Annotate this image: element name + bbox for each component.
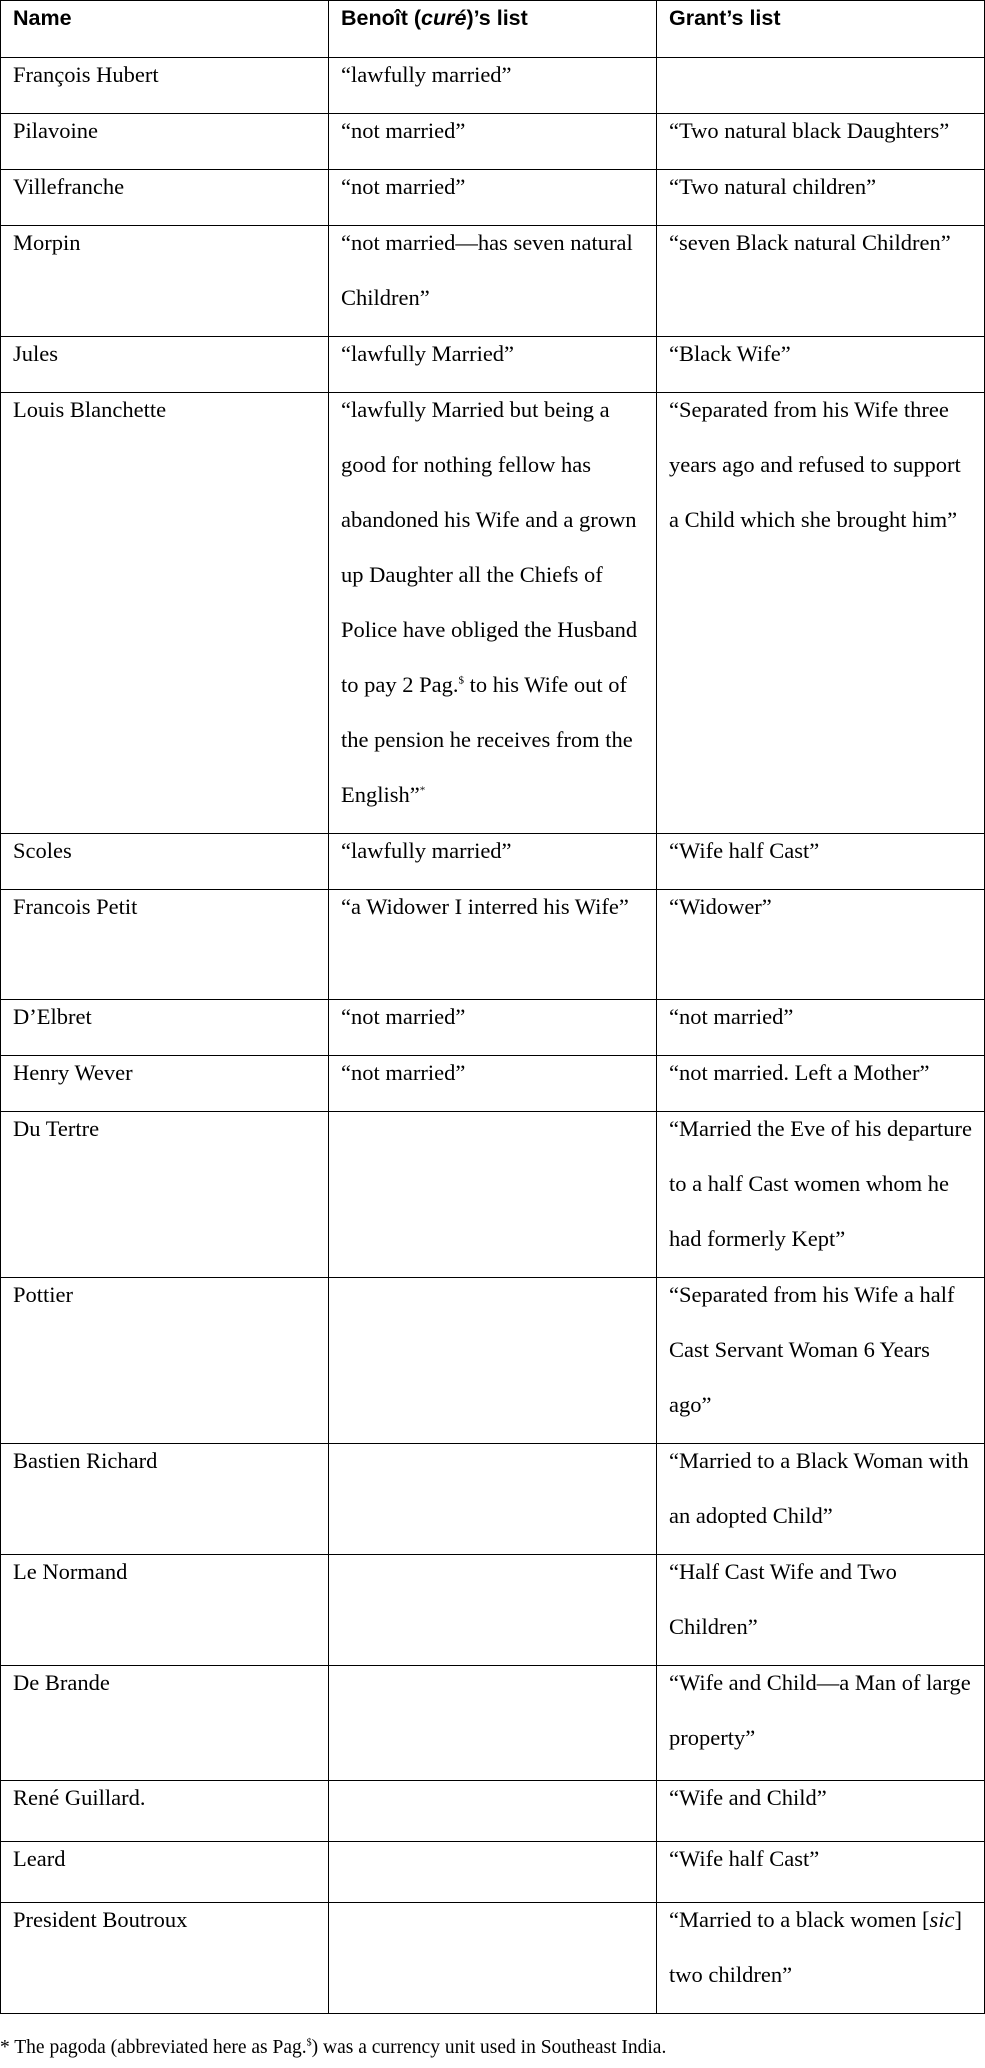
- cell-benoit: “not married”: [329, 1056, 657, 1112]
- cell-benoit: [329, 1444, 657, 1555]
- cell-benoit: “lawfully married”: [329, 834, 657, 890]
- footnote-marker-asterisk: *: [419, 784, 426, 797]
- cell-name: Pottier: [1, 1278, 329, 1444]
- footnote-currency-sup: $: [306, 2037, 312, 2049]
- cell-benoit: “not married—has seven natural Children”: [329, 226, 657, 337]
- cell-benoit: [329, 1781, 657, 1842]
- cell-name: Jules: [1, 337, 329, 393]
- cell-grant: “Wife half Cast”: [657, 1842, 985, 1903]
- cell-benoit: “a Widower I interred his Wife”: [329, 890, 657, 1000]
- cell-name: François Hubert: [1, 58, 329, 114]
- table-row: [1, 890, 985, 1000]
- cell-benoit: “not married”: [329, 1000, 657, 1056]
- cell-grant: “not married. Left a Mother”: [657, 1056, 985, 1112]
- cell-grant: “Separated from his Wife three years ago and refused to support a Child which she brought him”: [657, 393, 985, 834]
- cell-grant: “Two natural black Daughters”: [657, 114, 985, 170]
- cell-grant: “Married to a Black Woman with an adopted Child”: [657, 1444, 985, 1555]
- cell-name: Morpin: [1, 226, 329, 337]
- sic-italic: sic: [929, 1907, 955, 1932]
- cell-name: D’Elbret: [1, 1000, 329, 1056]
- cell-name: De Brande: [1, 1666, 329, 1781]
- cell-grant: “Two natural children”: [657, 170, 985, 226]
- cell-name: Francois Petit: [1, 890, 329, 1000]
- table-row: [1, 1555, 985, 1666]
- cell-benoit: “not married”: [329, 114, 657, 170]
- footnote-marker-dollar: $: [458, 674, 464, 687]
- header-name: Name: [1, 1, 329, 58]
- cell-benoit: [329, 1666, 657, 1781]
- cell-grant: “Half Cast Wife and Two Children”: [657, 1555, 985, 1666]
- header-benoit-italic: curé: [421, 6, 467, 30]
- cell-benoit: [329, 1842, 657, 1903]
- cell-grant: “Married the Eve of his departure to a half Cast women whom he had formerly Kept”: [657, 1112, 985, 1278]
- table-row: [1, 1903, 985, 2014]
- cell-name: Henry Wever: [1, 1056, 329, 1112]
- footnote-marker: *: [0, 2037, 10, 2058]
- cell-grant: “Separated from his Wife a half Cast Servant Woman 6 Years ago”: [657, 1278, 985, 1444]
- cell-benoit: “lawfully married”: [329, 58, 657, 114]
- cell-name: Villefranche: [1, 170, 329, 226]
- cell-name: Pilavoine: [1, 114, 329, 170]
- cell-grant: “Wife half Cast”: [657, 834, 985, 890]
- cell-grant: “seven Black natural Children”: [657, 226, 985, 337]
- cell-name: Bastien Richard: [1, 1444, 329, 1555]
- cell-grant: “Wife and Child”: [657, 1781, 985, 1842]
- cell-benoit: “lawfully Married but being a good for nothing fellow has abandoned his Wife and a grown up Daughter all the Chiefs of Police have obliged the Husband to pay 2 Pag.$ to his Wife out of the pension he receives from the English”*: [329, 393, 657, 834]
- cell-grant: “Widower”: [657, 890, 985, 1000]
- table-row: [1, 393, 985, 834]
- cell-benoit: [329, 1278, 657, 1444]
- cell-grant: “not married”: [657, 1000, 985, 1056]
- table-row: [1, 1666, 985, 1781]
- cell-name: President Boutroux: [1, 1903, 329, 2014]
- cell-name: Le Normand: [1, 1555, 329, 1666]
- cell-benoit: “not married”: [329, 170, 657, 226]
- cell-name: Scoles: [1, 834, 329, 890]
- cell-benoit: “lawfully Married”: [329, 337, 657, 393]
- cell-benoit: [329, 1555, 657, 1666]
- header-grant: Grant’s list: [657, 1, 985, 58]
- cell-name: René Guillard.: [1, 1781, 329, 1842]
- cell-benoit: [329, 1112, 657, 1278]
- table-row: [1, 226, 985, 337]
- table-row: [1, 1278, 985, 1444]
- cell-name: Du Tertre: [1, 1112, 329, 1278]
- cell-grant: “Black Wife”: [657, 337, 985, 393]
- cell-grant: “Wife and Child—a Man of large property”: [657, 1666, 985, 1781]
- footnote: * The pagoda (abbreviated here as Pag.$) was a currency unit used in Southeast India.: [0, 2037, 667, 2058]
- table-row: [1, 1444, 985, 1555]
- header-benoit: Benoît (curé)’s list: [329, 1, 657, 58]
- table-row: [1, 1112, 985, 1278]
- cell-name: Louis Blanchette: [1, 393, 329, 834]
- cell-benoit: [329, 1903, 657, 2014]
- cell-grant: “Married to a black women [sic] two children”: [657, 1903, 985, 2014]
- cell-name: Leard: [1, 1842, 329, 1903]
